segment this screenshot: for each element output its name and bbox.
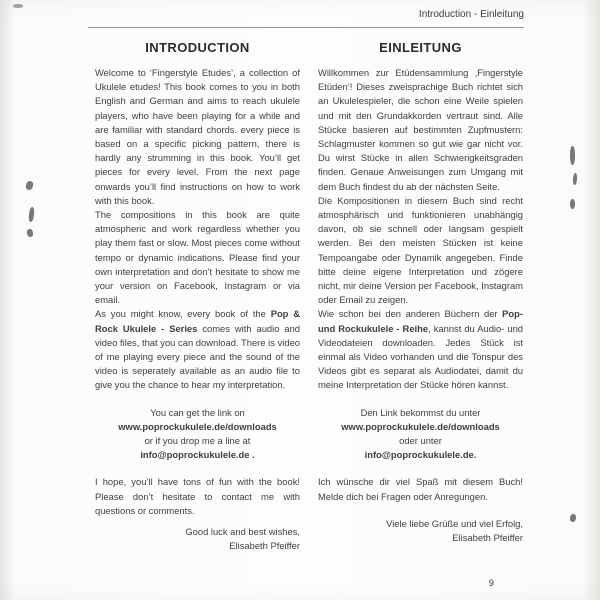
spacer	[95, 462, 300, 475]
page-edge-mark	[13, 4, 23, 8]
closing-paragraph-en: I hope, you’ll have tons of fun with the book! Please don’t hesitate to contact me with questions or comments.	[95, 476, 300, 516]
spacer	[95, 393, 300, 406]
page-edge-mark	[25, 180, 34, 191]
contact-email: info@poprockukulele.de .	[140, 449, 255, 461]
series-name-de: Pop- und Rockukulele - Reihe	[318, 308, 523, 334]
page-edge-mark	[570, 146, 575, 165]
spacer	[95, 518, 300, 525]
page-edge-mark	[570, 199, 575, 209]
two-column-text	[95, 40, 523, 554]
einleitung-paragraph-3-text-cont: , kannst du Audio- und Videodateien downloaden. Jedes Stück ist einmal als Video vorhanden und die Tonspur des Videos gibt es separat als Audiodatei, damit du meine Interpretation der Stücke hören kannst.	[318, 322, 524, 391]
signoff-de: Viele liebe Grüße und viel Erfolg,	[386, 517, 523, 529]
page-edge-mark	[569, 514, 576, 523]
einleitung-paragraph-2: Die Kompositionen in diesem Buch sind recht atmosphärisch und funktionieren unabhängig davon, ob sie schnell oder langsam gespielt werden. Bei den meisten Stücken ist keine Tempoangabe oder Dynamik angegeben. Finde bitte deine eigene Interpretation und zögere nicht, mir deine Version per Facebook, Instagram oder Email zu zeigen.	[318, 194, 523, 306]
contact-email-de: info@poprockukulele.de.	[364, 449, 477, 461]
download-url-de: www.poprockukulele.de/downloads	[341, 420, 500, 432]
page-edge-mark	[26, 228, 34, 237]
einleitung-paragraph-3-text: Wie schon bei den anderen Büchern der	[318, 308, 503, 320]
signature-de: Elisabeth Pfeiffer	[452, 532, 523, 544]
german-column-title: EINLEITUNG	[379, 40, 462, 55]
intro-paragraph-3-text: As you might know, every book of the	[95, 308, 271, 320]
spacer	[318, 504, 523, 517]
closing-paragraph-de: Ich wünsche dir viel Spaß mit diesem Buch! Melde dich bei Fragen oder Anregungen.	[318, 476, 523, 502]
download-url: www.poprockukulele.de/downloads	[118, 420, 277, 432]
series-name-en: Pop & Rock Ukulele - Series	[95, 308, 300, 334]
contact-intro-line: or if you drop me a line at	[144, 435, 251, 447]
intro-paragraph-3	[95, 307, 300, 392]
english-column-title: INTRODUCTION	[145, 40, 250, 55]
german-column	[318, 40, 523, 554]
page-edge-mark	[28, 207, 35, 222]
header-rule	[88, 27, 524, 28]
running-header: Introduction - Einleitung	[418, 9, 524, 20]
intro-paragraph-3-text-cont: comes with audio and video files, that you can download. There is video of me playing every piece and the sound of the video is seperately available as an audio file to give you the chance to hear my interpretation.	[95, 322, 300, 391]
intro-paragraph-2: The compositions in this book are quite atmospheric and work regardless whether you play them fast or slow. Most pieces come without tempo or dynamic indications. Please find your own interpretation and don’t hesitate to show me your version on Facebook, Instagram or via email.	[95, 209, 300, 306]
signoff-en: Good luck and best wishes,	[185, 526, 300, 538]
contact-intro-line-de: oder unter	[399, 435, 442, 447]
page-edge-mark	[573, 173, 578, 185]
download-intro-line: You can get the link on	[150, 406, 245, 418]
intro-paragraph-1: Welcome to ‘Fingerstyle Etudes’, a collection of Ukulele etudes! This book comes to you in both English and German and aims to reach ukulele players, who have been playing for a while and are familiar with standard chords. every piece is based on a specific picking pattern, there is hardly any strumming in this book. You’ll get pieces for every level. From the next page onwards you’ll find instructions on how to work with this book.	[95, 67, 300, 206]
signature-en: Elisabeth Pfeiffer	[229, 540, 300, 552]
page-number: 9	[488, 578, 494, 589]
spacer	[318, 462, 523, 475]
english-column	[95, 40, 300, 554]
download-intro-line-de: Den Link bekommst du unter	[360, 406, 481, 418]
spacer	[318, 393, 523, 406]
einleitung-paragraph-3	[318, 307, 523, 392]
einleitung-paragraph-1: Willkommen zur Etüdensammlung ‚Fingerstyle Etüden‘! Dieses zweisprachige Buch richtet sich an Ukulelespieler, die schon eine Weile spielen und mit den Grundakkorden vertraut sind. Alle Stücke basieren auf bestimmten Zupfmustern: Schlagmuster kommen so gut wie gar nicht vor. Du wirst Stücke in allen Schwierigkeitsgraden finden. Genaue Anweisungen zum Umgang mit dem Buch findest du ab der nächsten Seite.	[318, 67, 523, 192]
